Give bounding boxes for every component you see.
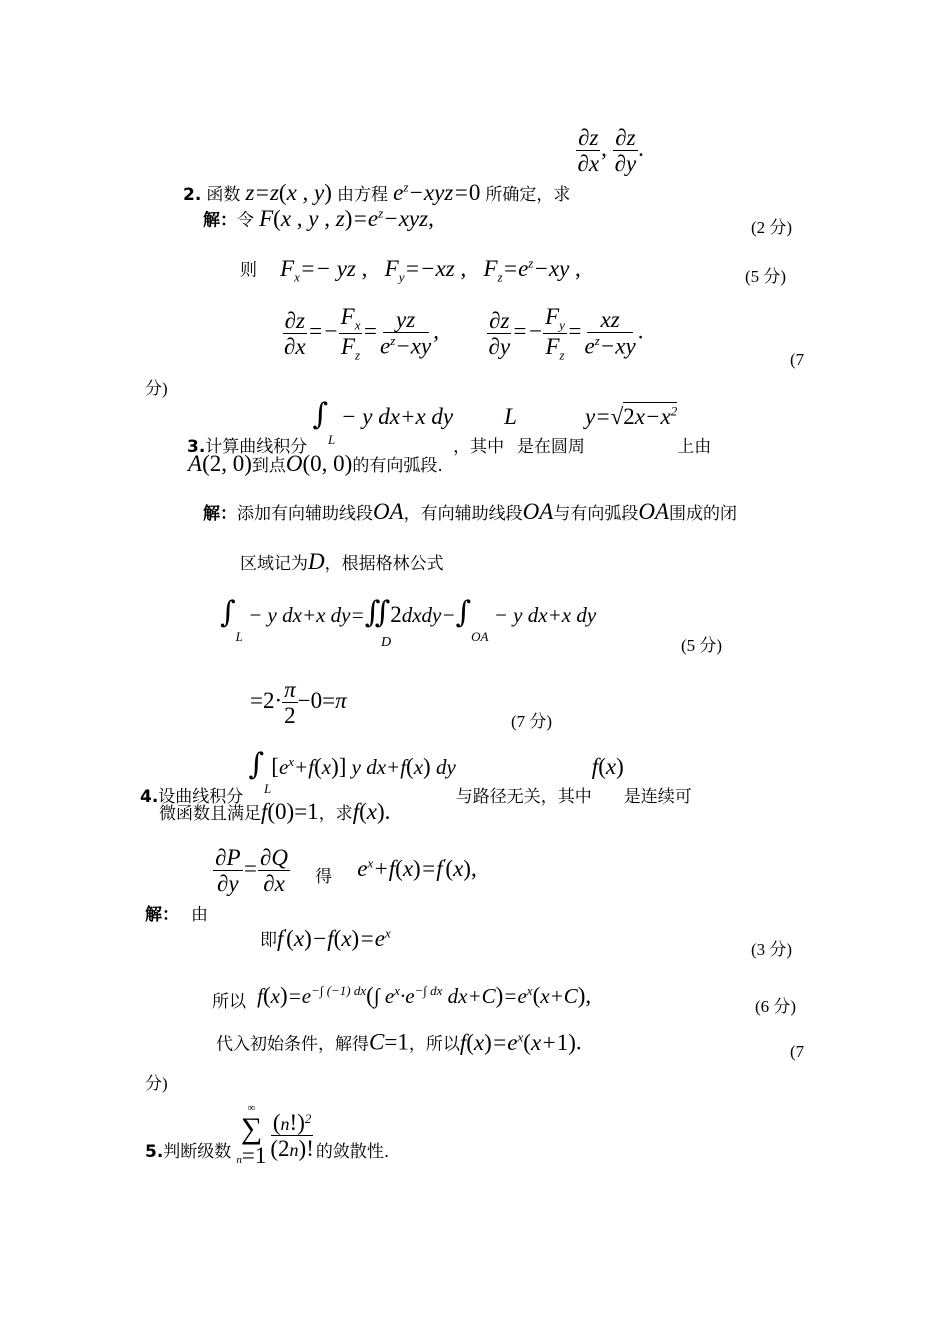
score: 分) <box>145 1074 168 1093</box>
q3-text: 计算曲线积分 <box>205 437 308 457</box>
q4-text: 是连续可 <box>623 787 692 807</box>
q3-text: ，有向辅助线段 <box>403 504 523 524</box>
q4-text: 得 <box>315 866 333 887</box>
q4-integral: $\int_L[e^x+f(x)]$ y dx+f(x) dy <box>248 747 456 797</box>
q2-result: $\frac{\partial z}{\partial x}$ =− $\frac{F_x}{F_z}$ = $\frac{yz}{e^z-xy}$ , $\frac{\partial z}{\partial y}$ =− $\frac{F_y}{F_z}$ = $\frac{xz}{e^z-xy}$ . <box>284 304 644 363</box>
q4-fx: f(x) <box>352 799 385 824</box>
q3-text: 区域记为 <box>240 554 308 574</box>
q3-text: ，根据格林公式 <box>324 554 444 574</box>
q3-line1 <box>187 397 712 457</box>
q2-F-def: F(x , y , $z)=e^z-xyz$, <box>259 205 434 231</box>
q5-text: 判断级数 <box>163 1142 232 1162</box>
q3-point-A: A(2, 0) <box>188 451 252 476</box>
q4-eq2: $f'(x)-f(x)=e^x$ <box>277 925 391 951</box>
q2-eq-equation: $e^z-xyz=0$ <box>393 179 481 205</box>
q2-then: 则 <box>240 260 257 281</box>
q3-solution-line1 <box>203 500 737 523</box>
q4-condition: $\frac{\partial P}{\partial y}$ = $\frac{\partial Q}{\partial x}$ <box>215 845 289 896</box>
solution-label: 解： <box>203 504 237 524</box>
q4-fx: f(x) <box>591 754 624 779</box>
q4-line2: 微函数且满足f(0)=1，求f(x). <box>159 799 391 824</box>
q3-solution-line2 <box>240 550 444 573</box>
q3-green-formula: $\int_L - y$ dx+x $dy=∬2dxdy-\int_{OA} - y$ dx+x dy <box>220 595 597 645</box>
q4-text: ，求 <box>318 804 353 824</box>
q3-text: 添加有向辅助线段 <box>237 504 373 524</box>
q4-text: 与路径无关，其中 <box>455 787 592 807</box>
q2-eq-z: z=z(x , y) <box>245 179 332 205</box>
q5-line <box>145 1098 389 1167</box>
q3-text: 到点 <box>251 456 286 476</box>
q4-solution-line2 <box>260 926 391 950</box>
q4-initial: f(0)=1 <box>261 799 319 824</box>
score: (3 分) <box>751 940 793 959</box>
solution-label: 解： <box>203 210 237 231</box>
q3-text: 的有向弧段. <box>352 456 443 476</box>
score: (5 分) <box>745 267 787 286</box>
q3-text: 围成的闭 <box>669 504 738 524</box>
q3-point-O: O(0, 0) <box>285 451 353 476</box>
q4-solution-line3 <box>212 983 592 1012</box>
score: (6 分) <box>755 997 797 1016</box>
q2-partials: $\frac{\partial z}{\partial x}$ , $\frac{\partial z}{\partial y}$ . <box>577 125 644 176</box>
q4-solution-line1 <box>145 845 477 925</box>
q3-region-D: D <box>381 635 392 650</box>
q4-text: 设曲线积分 <box>158 787 244 807</box>
q2-text: 函数 <box>206 184 241 205</box>
q3-circle: $y=√2x-x^2$ <box>584 403 678 429</box>
q4-text: 所以 <box>212 992 246 1012</box>
q3-OA: OA <box>638 499 670 524</box>
q2-text: 由方程 <box>337 184 389 205</box>
score: (5 分) <box>681 636 723 655</box>
score: (7 <box>790 1042 805 1061</box>
q5-series: ∞ ∑ n=1 $\frac{(n!)^2}{(2n)!}$ <box>236 1102 314 1168</box>
q4-line1 <box>140 747 692 807</box>
solution-label: 解： <box>145 904 179 925</box>
q2-line <box>183 125 644 205</box>
q3-OA: OA <box>522 499 554 524</box>
q4-eq1: $e^x+f(x)=f'(x)$, <box>357 855 477 881</box>
q4-general-solution: $f(x)=e^{-\int (-1) dx}(\int$ $e^x\cdot e^{-\int dx}$ $dx+C)=e^x(x+C)$, <box>257 983 592 1008</box>
q2-solution-line1 <box>203 206 434 230</box>
q3-text: 上由 <box>677 437 712 457</box>
score: (7 <box>790 350 805 369</box>
score: (7 分) <box>511 712 553 731</box>
q4-text: 由 <box>191 904 208 925</box>
score: 分) <box>145 379 168 398</box>
q4-text: 代入初始条件，解得 <box>216 1034 369 1055</box>
q4-final: $f(x)=e^x(x+1)$ <box>459 1029 576 1055</box>
q3-integral: $\int_L - y$ dx+x dy <box>312 397 454 447</box>
q3-number: 3. <box>187 437 206 457</box>
score: (2 分) <box>751 218 793 237</box>
q5-number: 5. <box>145 1142 164 1162</box>
q4-C: C=1 <box>369 1029 409 1055</box>
q3-result: =2· $\frac{\pi}{2}$ −0=π <box>250 677 347 728</box>
q2-text: 所确定，求 <box>485 184 571 205</box>
q3-OA: OA <box>373 499 404 524</box>
q2-partials-F: $F_x=-$ yz , $F_y=-xz$ , $F_z=e^z-xy$ , <box>280 255 581 285</box>
q2-let: 令 <box>237 210 254 231</box>
q3-D: D <box>308 549 325 574</box>
q2-number: 2. <box>183 184 202 205</box>
q3-line2 <box>188 452 443 475</box>
q3-text: 是在圆周 <box>516 437 585 457</box>
q4-number: 4. <box>140 787 159 807</box>
q3-text: 与有向弧段 <box>553 504 639 524</box>
q3-L: L <box>504 404 517 429</box>
q3-text: ，其中 <box>453 437 505 457</box>
q4-text: 微函数且满足 <box>159 804 261 824</box>
q2-solution-line2 <box>240 256 581 283</box>
q4-text: 即 <box>260 930 277 951</box>
q4-solution-line4: 代入初始条件，解得C=1，所以$f(x)=e^x(x+1)$. <box>216 1029 582 1055</box>
q4-text: ，所以 <box>408 1034 460 1055</box>
q5-text: 的敛散性. <box>315 1142 390 1162</box>
